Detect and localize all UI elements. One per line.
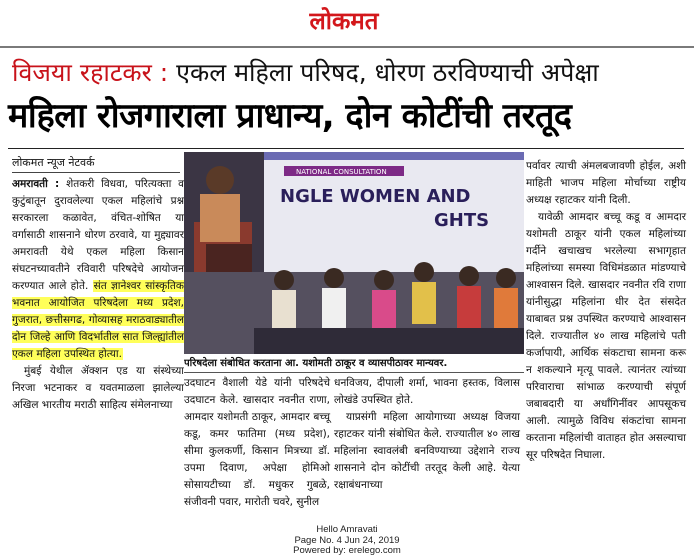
article-column-2: उदघाटन वैशाली येडे यांनी परिषदेचे उदघाटन केले. खासदार नवनीत राणा, आमदार यशोमती ठाकूर, आमदार बच्चू कडू, कमर फातिमा (मध्य प्रदेश), सीमा कुलकर्णी, किसान मित्रच्या डॉ. उपमा दिवाण, अपेक्षा होमिओ सोसायटीच्या डॉ. मधुकर गुबळे, संजीवनी पवार, मारोती चवरे, सुनील — [184, 377, 330, 508]
article-column-3 — [334, 375, 520, 494]
photo-caption: परिषदेला संबोधित करताना आ. यशोमती ठाकूर व व्यासपीठावर मान्यवर. — [184, 356, 524, 372]
logo-wordmark-icon — [296, 4, 392, 38]
article-headline: महिला रोजगाराला प्राधान्य, दोन कोटींची तरतूद — [8, 96, 572, 136]
svg-text:NATIONAL CONSULTATION: NATIONAL CONSULTATION — [296, 168, 387, 176]
paragraph-1: शेतकरी विधवा, परित्यक्ता व कुटुंबातून दुरावलेल्या एकल महिलांचे प्रश्न सरकारला कळावेत, वंचित-शोषित या वर्गासाठी शासनाने धोरण ठरवावे, या मुद्द्यावर अमरावती येथे एकल महिला किसान संघटनच्यावतीने रविवारी परिषदेचे आयोजन करण्यात आले होते. — [12, 178, 184, 292]
article-photo — [184, 152, 524, 354]
event-photo-image — [184, 152, 524, 354]
dateline: अमरावती : — [12, 178, 60, 190]
newspaper-logo — [296, 4, 392, 38]
article-column-1 — [12, 176, 184, 414]
article-column-4 — [526, 158, 686, 464]
footer-powered-by: Powered by: erelego.com — [293, 545, 401, 556]
paragraph-5: पर्वावर त्याची अंमलबजावणी होईल, अशी माहिती भाजप महिला मोर्चाच्या राष्ट्रीय अध्यक्ष रहाटकर यांनी दिली. — [526, 160, 686, 206]
svg-text:GHTS: GHTS — [434, 210, 490, 231]
masthead-divider — [0, 46, 694, 48]
caption-divider — [184, 372, 524, 373]
highlighted-passage: संत ज्ञानेश्वर सांस्कृतिक भवनात आयोजित परिषदेला मध्य प्रदेश, गुजरात, छत्तीसगढ, गोव्यासह मराठवाड्यातील दोन जिल्हे आणि विदर्भातील सात जिल्ह्यांतील एकल महिला उपस्थित होत्या. — [12, 280, 184, 360]
page-footer — [247, 525, 447, 557]
svg-text:NGLE WOMEN AND: NGLE WOMEN AND — [280, 186, 471, 207]
headline-divider — [8, 148, 684, 149]
footer-edition: Hello Amravati — [316, 524, 378, 535]
article-kicker — [12, 54, 682, 92]
masthead — [0, 0, 694, 46]
byline-divider — [12, 172, 180, 173]
paragraph-6: यावेळी आमदार बच्चू कडू व आमदार यशोमती ठाकूर यांनी एकल महिलांच्या गर्दीने खचाखच भरलेल्या सभागृहात महिलांच्या समस्या विधिमंडळात मांडण्याचे आश्वासन दिले. खासदार नवनीत रवि राणा यांनीसुद्धा महिलांना धीर देत संसदेत याबाबत प्रश्न उपस्थित करण्याचे आश्वासन दिले. राज्यातील ४० लाख महिलांचे पती कर्जापायी, आर्थिक संकटाचा सामना करू न शकल्याने मृत्यू पावले. त्यानंतर त्यांच्या परिवाराचा सांभाळ करण्याची संपूर्ण जबाबदारी या अर्धांगिनींवर आपसूकच आली. त्यामुळे विविध संकटांचा सामना करताना महिलांची वाताहत होत असल्याचा सूर परिषदेत निघाला. — [526, 211, 686, 461]
paragraph-4: याप्रसंगी महिला आयोगाच्या अध्यक्ष विजया रहाटकर यांनी संबोधित केले. राज्यातील ४० लाख महिलांना स्वावलंबी बनविण्याच्या उद्देशाने राज्य शासनाने दोन कोटींची तरतूद केली आहे. येत्या रक्षाबंधनाच्या — [334, 411, 520, 491]
paragraph-2: मुंबई येथील ॲक्शन एड या संस्थेच्या निरजा भटनाकर व यवतमाळला झालेल्या अखिल भारतीय मराठी साहित्य संमेलनाच्या — [12, 365, 184, 411]
paragraph-3: धनविजय, दीपाली शर्मा, भावना हस्तक, विलास लोखंडे उपस्थित होते. — [334, 377, 520, 406]
kicker-text: एकल महिला परिषद, धोरण ठरविण्याची अपेक्षा — [168, 58, 599, 87]
svg-text:लोकमत: लोकमत — [309, 7, 379, 35]
kicker-name: विजया रहाटकर : — [12, 58, 169, 87]
footer-page-date: Page No. 4 Jun 24, 2019 — [294, 534, 400, 546]
byline: लोकमत न्यूज नेटवर्क — [12, 156, 95, 169]
